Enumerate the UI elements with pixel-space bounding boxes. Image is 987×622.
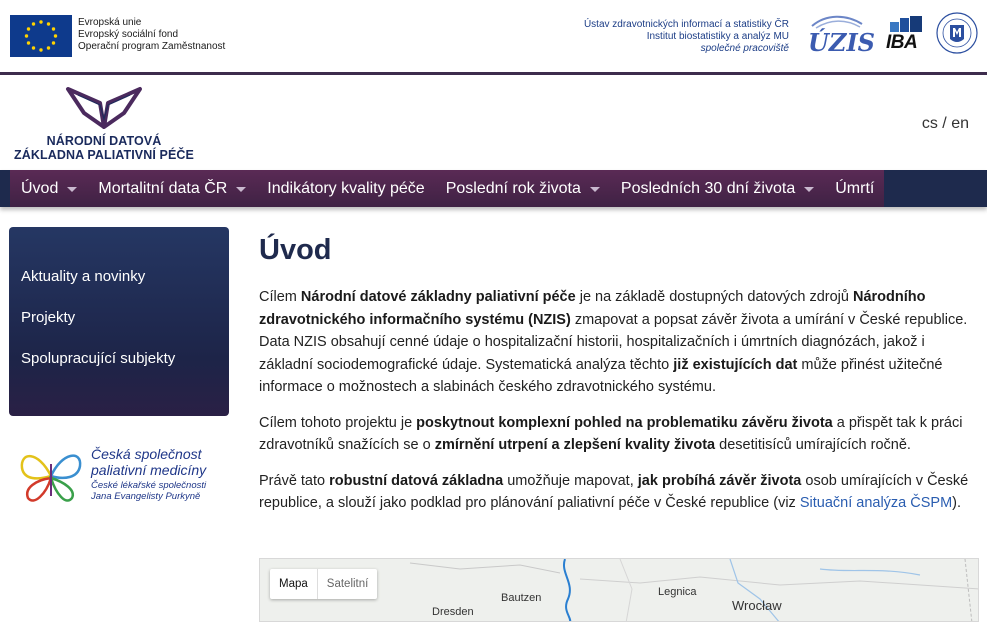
bold-run: již existujících dat	[673, 356, 798, 373]
nav-item-label: Úvod	[21, 179, 59, 197]
muni-seal-icon[interactable]	[936, 12, 978, 54]
intro-paragraph-1	[259, 286, 979, 399]
cspm-line-4: Jana Evangelisty Purkyně	[91, 491, 201, 502]
eu-line-3: Operační program Zaměstnanost	[78, 41, 226, 52]
sidebar-menu	[9, 227, 229, 416]
uzis-logo[interactable]	[806, 12, 876, 57]
nav-item-poslednich-30-dni[interactable]	[610, 170, 824, 207]
map-tab-satelitni[interactable]: Satelitní	[317, 569, 378, 599]
bold-run: zmírnění utrpení a zlepšení kvality života	[434, 437, 716, 453]
nav-item-mortalitni-data[interactable]	[87, 170, 256, 207]
map-label-dresden: Dresden	[432, 606, 474, 618]
lang-cs-link[interactable]: cs	[921, 115, 938, 132]
nav-item-label: Indikátory kvality péče	[267, 179, 425, 197]
text-run: Cílem	[259, 289, 301, 305]
cspm-partner-logo[interactable]	[18, 446, 228, 508]
institutions-text	[584, 19, 789, 55]
bold-run: Národní datové základny paliativní péče	[300, 289, 576, 305]
cspm-name	[91, 446, 206, 478]
text-run: Právě tato	[259, 472, 330, 489]
map-type-toggle	[270, 569, 377, 599]
intro-paragraph-2	[259, 412, 979, 457]
site-brand-name[interactable]	[14, 134, 194, 162]
brand-line-1: NÁRODNÍ DATOVÁ	[46, 134, 162, 148]
page-title: Úvod	[259, 234, 332, 266]
main-nav	[0, 170, 987, 207]
bold-run: robustní datová základna	[329, 472, 504, 489]
eu-line-1: Evropská unie	[78, 17, 142, 28]
lang-separator: /	[942, 115, 947, 132]
chevron-down-icon	[804, 187, 814, 192]
cspm-butterfly-icon	[18, 446, 86, 508]
text-run: ).	[952, 495, 962, 511]
cspm-line-2: paliativní medicíny	[91, 462, 207, 478]
map-label-wroclaw: Wrocław	[732, 598, 782, 613]
uzis-logo-text: ÚZIS	[808, 28, 876, 57]
main-content	[259, 230, 979, 528]
map-label-legnica: Legnica	[658, 586, 697, 598]
uzis-line-1: Ústav zdravotnických informací a statistiky ČR	[583, 19, 789, 30]
brand-line-2: ZÁKLADNA PALIATIVNÍ PÉČE	[14, 148, 194, 162]
bold-run: Národního zdravotnického informačního systému (NZIS)	[259, 289, 926, 328]
sidebar-item-spolupracujici[interactable]: Spolupracující subjekty	[21, 350, 176, 367]
iba-logo[interactable]	[884, 16, 926, 54]
chevron-down-icon	[67, 187, 77, 192]
text-run: je na základě dostupných datových zdrojů	[575, 289, 853, 305]
chevron-down-icon	[236, 187, 246, 192]
nav-item-posledni-rok[interactable]	[435, 170, 610, 207]
map-tab-mapa[interactable]: Mapa	[279, 578, 308, 590]
bold-run: poskytnout komplexní pohled na problematiku závěru života	[416, 414, 833, 431]
bold-run: jak probíhá závěr života	[637, 472, 802, 489]
chevron-down-icon	[590, 187, 600, 192]
lang-en-link[interactable]: en	[951, 115, 969, 132]
text-run: desetitisíců umírajících ročně.	[715, 437, 911, 453]
nav-item-uvod[interactable]	[10, 170, 87, 207]
uzis-line-3: společné pracoviště	[700, 43, 789, 54]
text-run: osob umírajících v České republice, a slouží jako podklad pro plánování paliativní péče v České republice (viz	[259, 472, 969, 511]
nav-item-indikatory[interactable]	[256, 170, 434, 207]
eu-program-text	[78, 17, 225, 53]
top-logo-bar	[0, 0, 987, 72]
text-run: Cílem tohoto projektu je	[259, 414, 417, 431]
text-run: zmapovat a popsat závěr života a umírání v České republice. Data NZIS obsahují cenné údaje o hospitalizační historii, hospitalizačních i úmrtních diagnózách, jakož i základní sociodemografické údaje. Systematická analýza těchto	[259, 311, 968, 373]
nav-item-label: Mortalitní data ČR	[98, 179, 228, 197]
language-switcher	[922, 115, 969, 133]
text-run: může přinést užitečné informace o možnostech a slabinách českého zdravotnického systému.	[259, 356, 943, 395]
text-run: a přispět tak k práci zdravotníků snažících se o	[259, 414, 963, 453]
sidebar-item-aktuality[interactable]: Aktuality a novinky	[21, 268, 146, 285]
intro-paragraph-3	[259, 470, 979, 515]
eu-flag-icon	[10, 15, 72, 57]
eu-line-2: Evropský sociální fond	[78, 29, 179, 40]
uzis-line-2: Institut biostatistiky a analýz MU	[646, 31, 789, 42]
embedded-map[interactable]	[259, 558, 979, 622]
sidebar-item-projekty[interactable]: Projekty	[21, 309, 76, 326]
site-header	[0, 75, 987, 170]
nav-item-label: Posledních 30 dní života	[620, 179, 796, 197]
map-label-bautzen: Bautzen	[501, 592, 542, 604]
iba-logo-text: IBA	[886, 32, 918, 53]
cspm-line-1: Česká společnost	[91, 446, 202, 462]
butterfly-logo-icon[interactable]	[64, 83, 144, 133]
cspm-line-3: České lékařské společnosti	[91, 480, 207, 491]
nav-item-umrti[interactable]	[824, 170, 884, 207]
cspm-subtitle	[91, 480, 206, 502]
situacni-analyza-link[interactable]: Situační analýza ČSPM	[799, 495, 953, 511]
nav-item-label: Úmrtí	[835, 179, 875, 197]
nav-item-label: Poslední rok života	[445, 179, 581, 197]
text-run: umožňuje mapovat,	[503, 472, 638, 489]
